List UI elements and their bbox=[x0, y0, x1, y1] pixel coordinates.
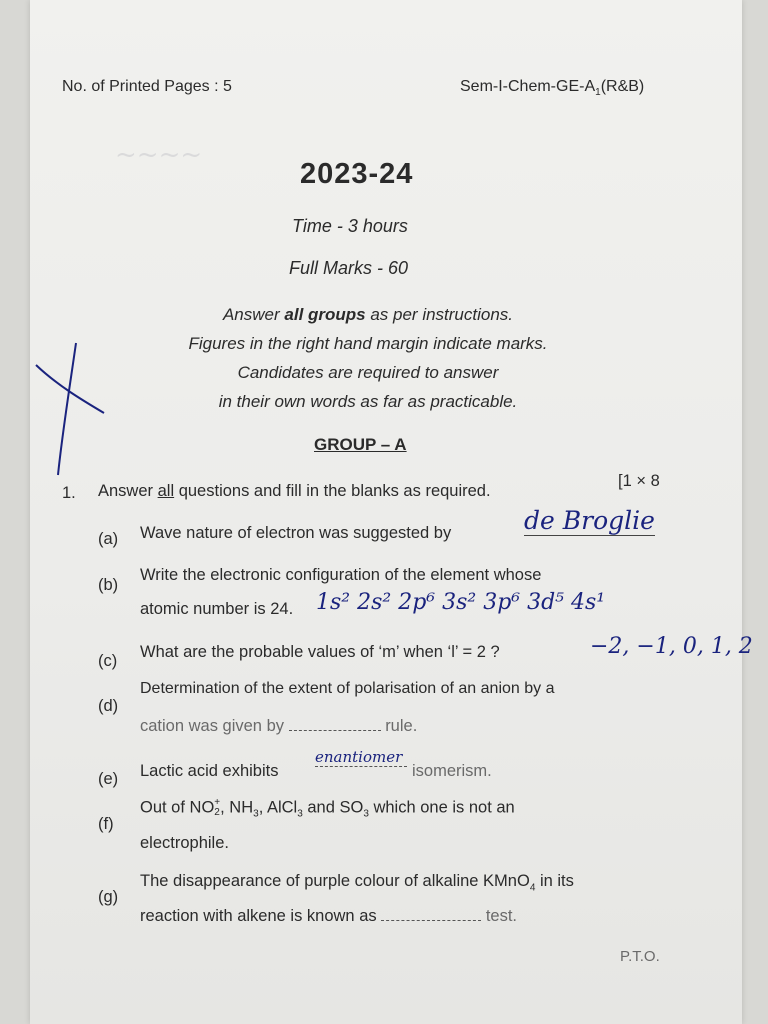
item-b-line2: atomic number is 24. bbox=[140, 600, 294, 618]
bleed-through-marks: ~~~~ bbox=[115, 140, 203, 170]
instruction-line: in their own words as far as practicable. bbox=[218, 392, 518, 411]
instructions-block bbox=[138, 300, 598, 416]
item-label: (c) bbox=[98, 652, 118, 670]
item-f-line2: electrophile. bbox=[140, 834, 229, 852]
item-d-line2: cation was given by rule. bbox=[140, 717, 418, 735]
item-label: (a) bbox=[98, 530, 119, 548]
item-a-text: Wave nature of electron was suggested by bbox=[140, 524, 452, 542]
handwritten-cross-mark bbox=[32, 335, 112, 485]
item-b-line1: Write the electronic configuration of the element whose bbox=[140, 566, 542, 584]
question-number: 1. bbox=[62, 484, 76, 502]
instruction-line: Answer all groups as per instructions. bbox=[222, 305, 514, 324]
item-label: (f) bbox=[98, 815, 114, 833]
item-e-tail: isomerism. bbox=[412, 762, 492, 780]
full-marks: Full Marks - 60 bbox=[289, 258, 409, 278]
page-turn-over: P.T.O. bbox=[620, 948, 660, 965]
exam-time: Time - 3 hours bbox=[292, 216, 408, 236]
group-heading: GROUP – A bbox=[314, 435, 407, 454]
item-label: (b) bbox=[98, 576, 119, 594]
item-d-line1: Determination of the extent of polarisation of an anion by a bbox=[140, 680, 555, 697]
item-e-handwritten-answer: enantiomer bbox=[315, 748, 407, 767]
exam-paper-sheet bbox=[30, 0, 753, 1024]
item-label: (e) bbox=[98, 770, 119, 788]
exam-year: 2023-24 bbox=[300, 158, 414, 190]
item-g-line2: reaction with alkene is known as test. bbox=[140, 907, 517, 925]
item-c-handwritten-answer: −2, −1, 0, 1, 2 bbox=[590, 634, 753, 659]
instruction-line: Figures in the right hand margin indicate marks. bbox=[188, 334, 548, 353]
item-e-text: Lactic acid exhibits bbox=[140, 762, 279, 780]
question-marks: [1 × 8 bbox=[618, 472, 660, 490]
item-a-handwritten-answer: de Broglie bbox=[524, 506, 655, 535]
item-b-handwritten-answer: 1s² 2s² 2p⁶ 3s² 3p⁶ 3d⁵ 4s¹ bbox=[316, 590, 606, 615]
question-text: Answer all questions and fill in the blanks as required. bbox=[98, 482, 491, 500]
item-f-line1: Out of NO + 2 , $NH_3$, AlCl$_3$ and $SO_3$ which one is not an bbox=[140, 797, 515, 820]
item-label: (d) bbox=[98, 697, 119, 715]
item-label: (g) bbox=[98, 888, 119, 906]
fill-blank bbox=[289, 716, 381, 731]
item-g-line1: The disappearance of purple colour of alkaline KMnO$_4$ in its bbox=[140, 872, 574, 894]
paper-code: Sem-$I-Chem-GE-A_1(R\&B)$ bbox=[460, 78, 645, 99]
instruction-line: Candidates are required to answer bbox=[237, 363, 499, 382]
item-c-text: What are the probable values of ‘m’ when ‘l’ = 2 ? bbox=[140, 643, 500, 661]
printed-pages: No. of Printed Pages : 5 bbox=[62, 78, 232, 95]
fill-blank bbox=[381, 906, 481, 921]
